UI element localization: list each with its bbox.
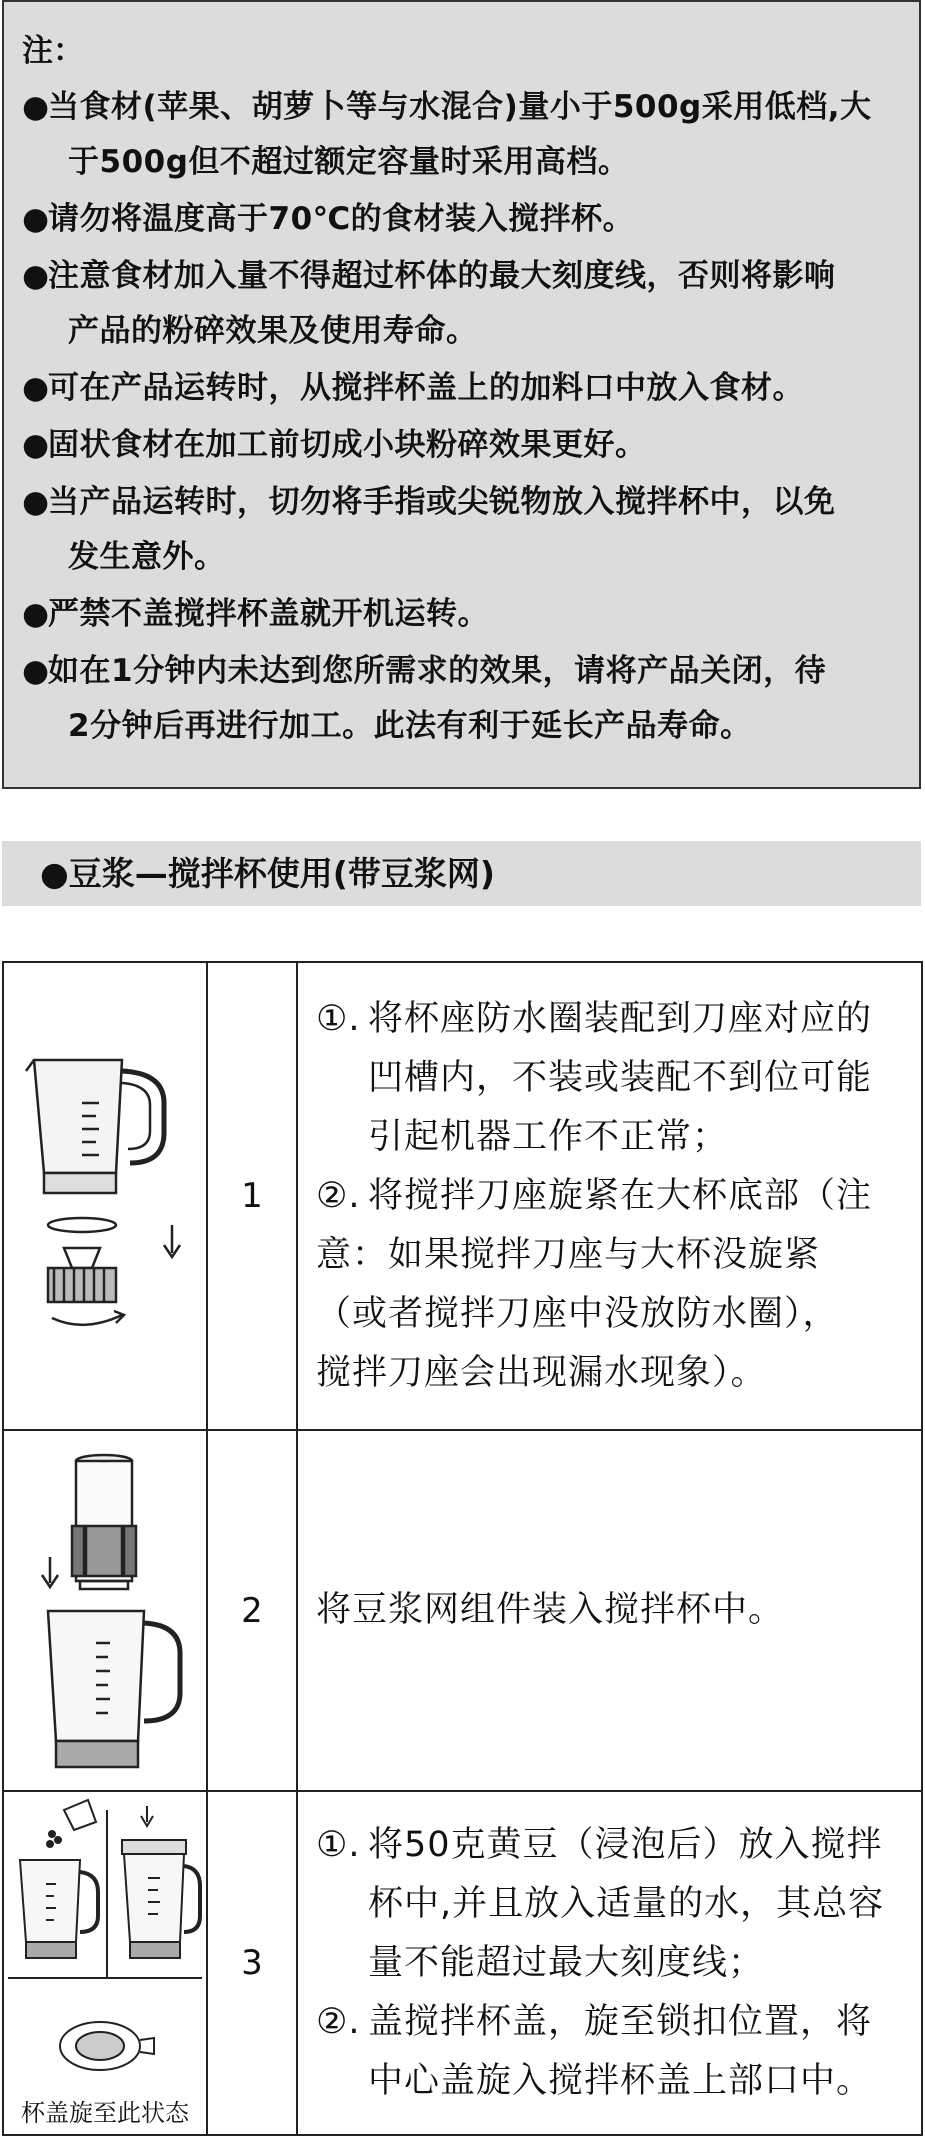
- step-paragraph: [316, 1816, 907, 1993]
- note-item-1: [22, 80, 901, 190]
- step-line: 杯中,并且放入适量的水，其总容: [368, 1883, 885, 1924]
- step-number: 1: [207, 962, 297, 1430]
- step1-illustration-cell: [3, 962, 207, 1430]
- step-marker: ①.: [316, 1824, 361, 1865]
- note-line: 可在产品运转时，从搅拌杯盖上的加料口中放入食材。: [48, 370, 804, 406]
- note-line: 严禁不盖搅拌杯盖就开机运转。: [48, 596, 489, 632]
- note-item-4: [22, 361, 901, 416]
- step-paragraph: [316, 1581, 907, 1640]
- bullet-icon: ●: [22, 484, 50, 520]
- note-item-7: [22, 587, 901, 642]
- step-text: [297, 1791, 922, 2135]
- note-line: 当食材(苹果、胡萝卜等与水混合)量小于500g采用低档,大: [48, 89, 872, 125]
- step-line: 将搅拌刀座旋紧在大杯底部（注: [368, 1175, 873, 1216]
- step-line: 意：如果搅拌刀座与大杯没旋紧: [316, 1234, 821, 1275]
- step-paragraph: [316, 1167, 907, 1403]
- note-line: 产品的粉碎效果及使用寿命。: [68, 313, 478, 349]
- step-marker: ②.: [316, 1175, 361, 1216]
- step-marker: ②.: [316, 2001, 361, 2042]
- step2-illustration-cell: [3, 1430, 207, 1791]
- step-paragraph: [316, 1993, 907, 2111]
- notes-box: [2, 0, 921, 789]
- step-line: 搅拌刀座会出现漏水现象）。: [316, 1352, 767, 1393]
- note-item-8: [22, 644, 901, 754]
- step-text: [297, 962, 922, 1430]
- note-item-5: [22, 418, 901, 473]
- step-line: 凹槽内，不装或装配不到位可能: [368, 1057, 873, 1098]
- note-line: 请勿将温度高于70℃的食材装入搅拌杯。: [48, 201, 635, 237]
- bullet-icon: ●: [22, 201, 50, 237]
- step-number: 3: [207, 1791, 297, 2135]
- add-beans-and-lid-illustration: [4, 1792, 206, 2134]
- bullet-icon: ●: [22, 370, 50, 406]
- table-row: [3, 962, 922, 1430]
- step-line: 引起机器工作不正常；: [368, 1116, 729, 1157]
- notes-title: 注：: [22, 33, 84, 69]
- bullet-icon: ●: [22, 653, 50, 689]
- note-line: 当产品运转时，切勿将手指或尖锐物放入搅拌杯中，以免: [48, 484, 836, 520]
- step-line: 将50克黄豆（浸泡后）放入搅拌: [368, 1824, 883, 1865]
- step-paragraph: [316, 990, 907, 1167]
- bullet-icon: ●: [22, 596, 50, 632]
- step3-illustration-cell: [3, 1791, 207, 2135]
- note-line: 注意食材加入量不得超过杯体的最大刻度线，否则将影响: [48, 258, 836, 294]
- table-row: [3, 1430, 922, 1791]
- step-marker: ①.: [316, 998, 361, 1039]
- step-text: [297, 1430, 922, 1791]
- lid-state-caption: 杯盖旋至此状态: [21, 2099, 189, 2127]
- steps-table: [2, 961, 923, 2136]
- note-item-2: [22, 192, 901, 247]
- note-line: 固状食材在加工前切成小块粉碎效果更好。: [48, 427, 647, 463]
- step-line: 中心盖旋入搅拌杯盖上部口中。: [368, 2060, 873, 2101]
- soymilk-filter-illustration: [4, 1431, 206, 1790]
- step-line: （或者搅拌刀座中没放防水圈），: [316, 1293, 839, 1334]
- note-line: 如在1分钟内未达到您所需求的效果，请将产品关闭，待: [48, 653, 827, 689]
- note-item-3: [22, 249, 901, 359]
- section-title: ●豆浆—搅拌杯使用(带豆浆网): [2, 841, 921, 906]
- note-line: 2分钟后再进行加工。此法有利于延长产品寿命。: [68, 708, 752, 744]
- note-line: 发生意外。: [68, 539, 226, 575]
- table-row: [3, 1791, 922, 2135]
- bullet-icon: ●: [22, 89, 50, 125]
- step-line: 将豆浆网组件装入搅拌杯中。: [316, 1590, 785, 1630]
- step-number: 2: [207, 1430, 297, 1791]
- step-line: 盖搅拌杯盖，旋至锁扣位置，将: [368, 2001, 873, 2042]
- bullet-icon: ●: [22, 427, 50, 463]
- step-line: 将杯座防水圈装配到刀座对应的: [368, 998, 873, 1039]
- step-line: 量不能超过最大刻度线；: [368, 1942, 765, 1983]
- note-item-6: [22, 475, 901, 585]
- blender-jar-assembly-illustration: [4, 963, 206, 1429]
- bullet-icon: ●: [22, 258, 50, 294]
- note-line: 于500g但不超过额定容量时采用高档。: [68, 144, 630, 180]
